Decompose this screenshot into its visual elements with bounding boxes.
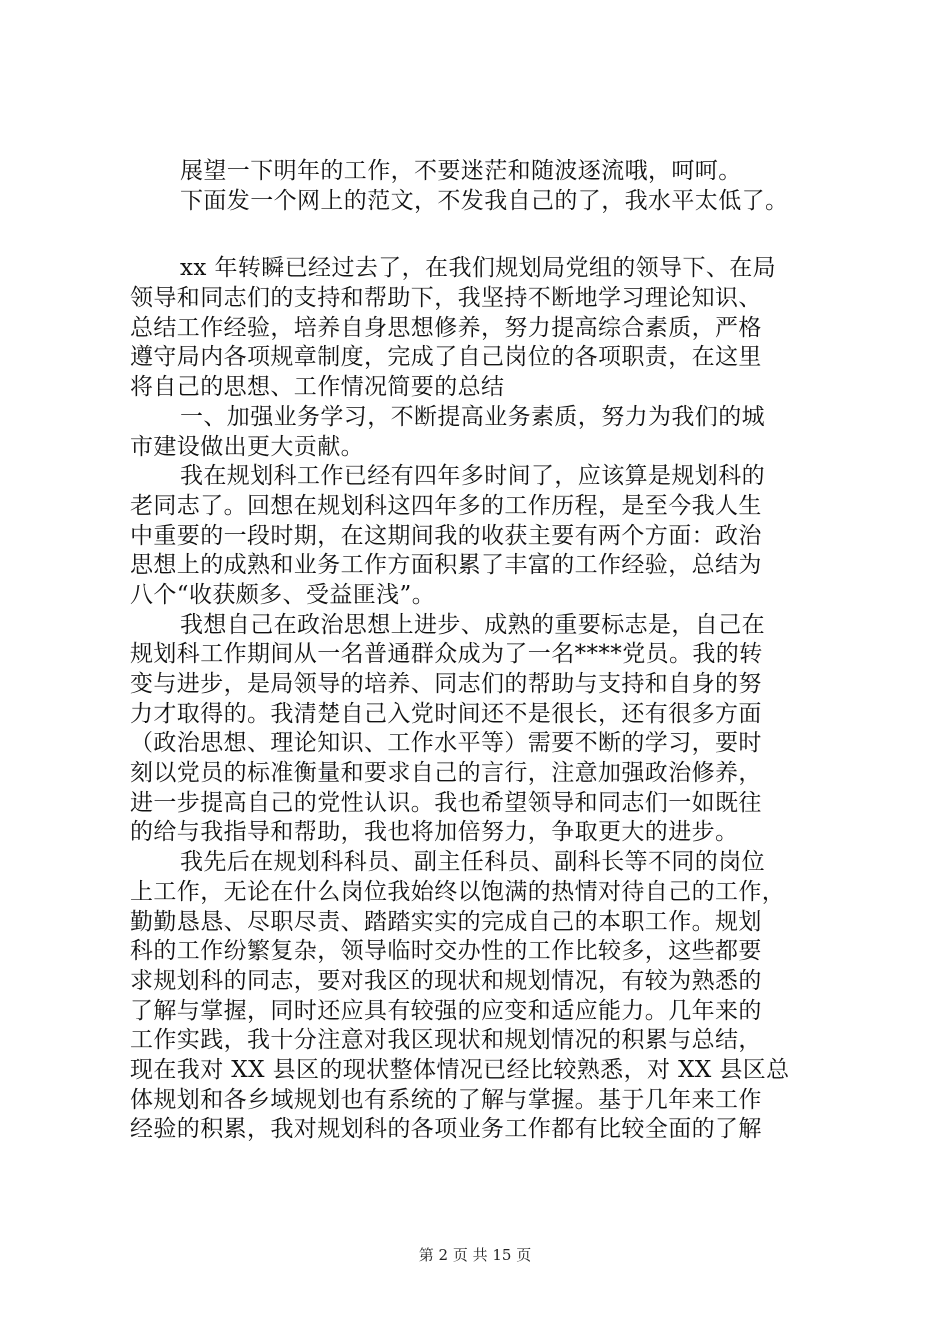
text-line: 将自己的思想、工作情况简要的总结 bbox=[130, 374, 505, 401]
intro-line: 展望一下明年的工作，不要迷茫和随波逐流哦，呵呵。 bbox=[180, 158, 742, 184]
text-line: 我先后在规划科科员、副主任科员、副科长等不同的岗位 bbox=[180, 849, 765, 876]
text-line: 体规划和各乡域规划也有系统的了解与掌握。基于几年来工作 bbox=[130, 1086, 762, 1113]
text-line: 工作实践，我十分注意对我区现状和规划情况的积累与总结， bbox=[130, 1027, 762, 1054]
text-line: 规划科工作期间从一名普通群众成为了一名****党员。我的转 bbox=[130, 641, 763, 668]
text-line: 科的工作纷繁复杂，领导临时交办性的工作比较多，这些都要 bbox=[130, 938, 762, 965]
text-line: 我想自己在政治思想上进步、成熟的重要标志是，自己在 bbox=[180, 611, 765, 638]
text-line: 遵守局内各项规章制度，完成了自己岗位的各项职责，在这里 bbox=[130, 344, 762, 371]
text-line: 勤勤恳恳、尽职尽责、踏踏实实的完成自己的本职工作。规划 bbox=[130, 908, 762, 935]
document-body bbox=[130, 157, 830, 1145]
text-line: 现在我对 XX 县区的现状整体情况已经比较熟悉，对 XX 县区总 bbox=[130, 1056, 790, 1083]
text-line: 我在规划科工作已经有四年多时间了，应该算是规划科的 bbox=[180, 463, 765, 490]
text-line: 领导和同志们的支持和帮助下，我坚持不断地学习理论知识、 bbox=[130, 285, 762, 312]
text-line: 变与进步，是局领导的培养、同志们的帮助与支持和自身的努 bbox=[130, 671, 762, 697]
text-line: 刻以党员的标准衡量和要求自己的言行，注意加强政治修养， bbox=[130, 760, 762, 787]
intro-line: 下面发一个网上的范文，不发我自己的了，我水平太低了。 bbox=[180, 187, 789, 214]
text-line: 求规划科的同志，要对我区的现状和规划情况，有较为熟悉的 bbox=[130, 967, 762, 994]
page-number-footer: 第 2 页 共 15 页 bbox=[418, 1246, 532, 1264]
text-line: xx 年转瞬已经过去了，在我们规划局党组的领导下、在局 bbox=[180, 255, 777, 282]
text-line: 市建设做出更大贡献。 bbox=[130, 433, 364, 460]
text-line: 了解与掌握，同时还应具有较强的应变和适应能力。几年来的 bbox=[130, 997, 762, 1024]
text-line: 进一步提高自己的党性认识。我也希望领导和同志们一如既往 bbox=[130, 789, 762, 816]
text-line: 中重要的一段时期，在这期间我的收获主要有两个方面：政治 bbox=[130, 522, 762, 549]
text-line: 老同志了。回想在规划科这四年多的工作历程，是至今我人生 bbox=[130, 492, 762, 519]
paragraph-gap bbox=[130, 216, 830, 254]
text-line: 总结工作经验，培养自身思想修养，努力提高综合素质，严格 bbox=[130, 314, 762, 341]
section-heading: 一、加强业务学习，不断提高业务素质，努力为我们的城 bbox=[180, 403, 765, 430]
text-line: 上工作，无论在什么岗位我始终以饱满的热情对待自己的工作， bbox=[130, 878, 786, 905]
text-line: 思想上的成熟和业务工作方面积累了丰富的工作经验，总结为 bbox=[130, 552, 762, 579]
text-line: 的给与我指导和帮助，我也将加倍努力，争取更大的进步。 bbox=[130, 819, 739, 846]
text-line: 力才取得的。我清楚自己入党时间还不是很长，还有很多方面 bbox=[130, 700, 762, 727]
text-line: 八个“收获颇多、受益匪浅”。 bbox=[130, 581, 436, 608]
text-line: （政治思想、理论知识、工作水平等）需要不断的学习，要时 bbox=[130, 730, 762, 757]
text-line: 经验的积累，我对规划科的各项业务工作都有比较全面的了解 bbox=[130, 1116, 762, 1143]
